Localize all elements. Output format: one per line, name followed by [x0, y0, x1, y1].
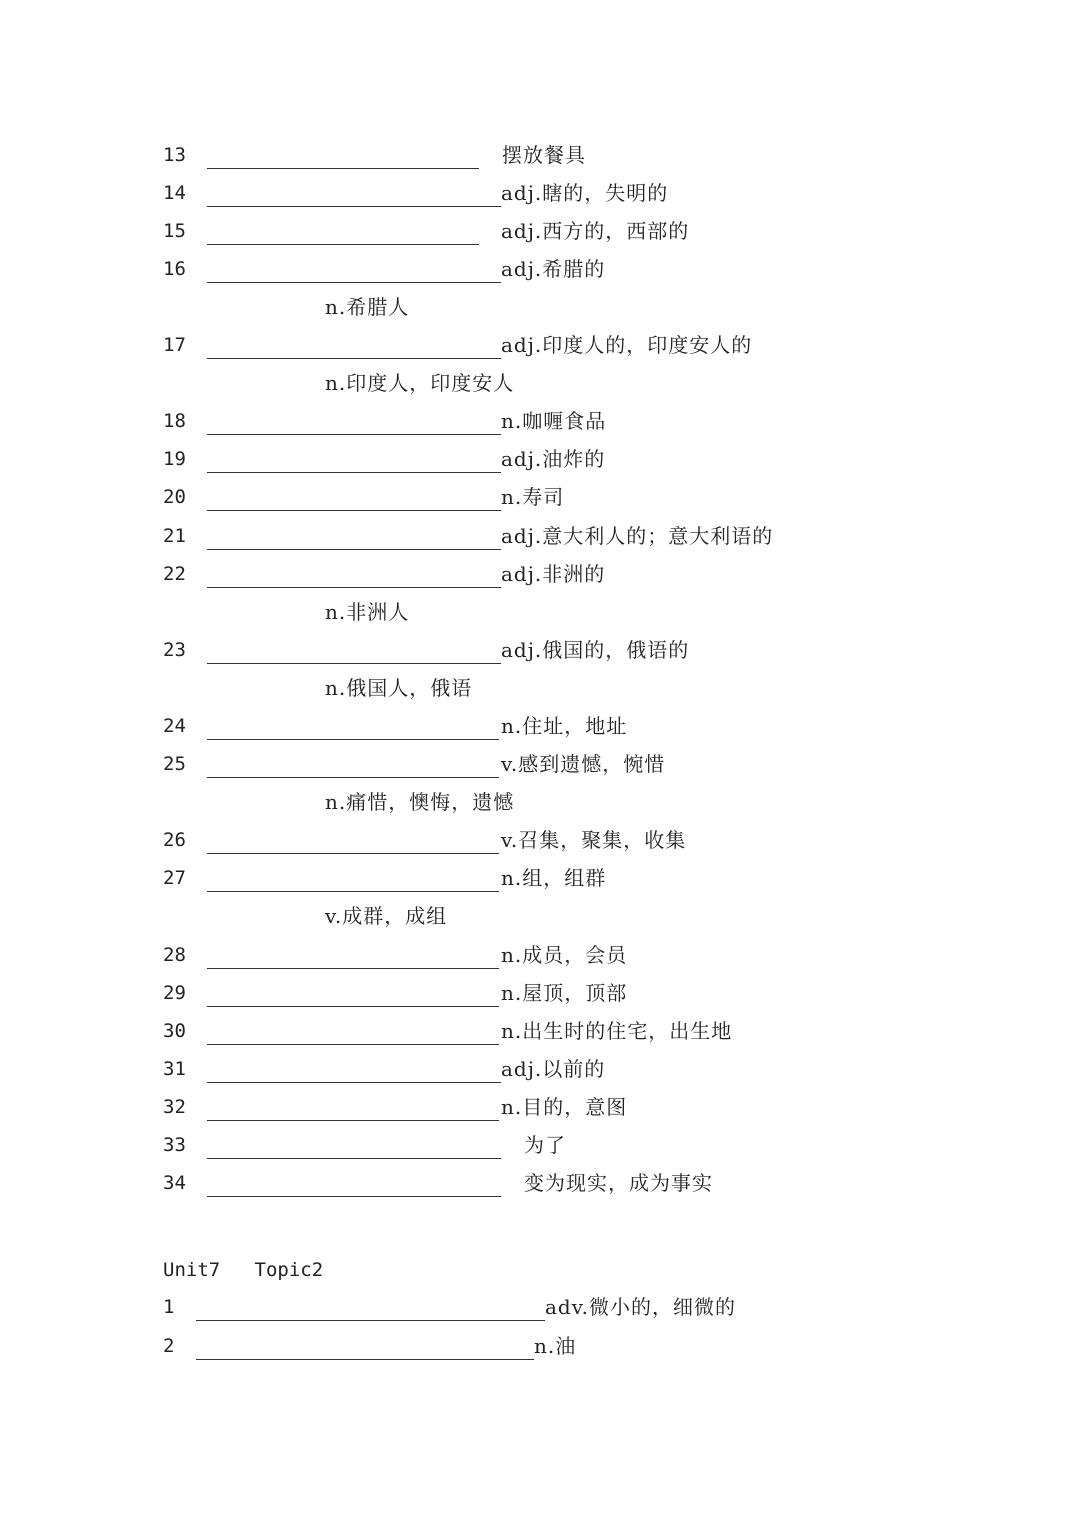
answer-blank[interactable] — [207, 869, 499, 892]
answer-blank[interactable] — [207, 1174, 501, 1197]
item-definition: n.油 — [534, 1334, 577, 1358]
answer-blank[interactable] — [207, 260, 501, 283]
item-number: 1 — [163, 1296, 175, 1318]
item-number: 21 — [163, 525, 186, 547]
item-number: 16 — [163, 258, 186, 280]
answer-blank[interactable] — [207, 717, 499, 740]
item-number: 2 — [163, 1335, 175, 1357]
item-definition: 为了 — [524, 1133, 566, 1157]
item-definition: adj.非洲的 — [501, 562, 606, 586]
item-definition: 变为现实，成为事实 — [524, 1171, 713, 1195]
item-definition: adj.意大利人的；意大利语的 — [501, 524, 774, 548]
answer-blank[interactable] — [207, 184, 501, 207]
item-number: 22 — [163, 563, 186, 585]
answer-blank[interactable] — [207, 1098, 499, 1121]
item-number: 31 — [163, 1058, 186, 1080]
answer-blank[interactable] — [207, 831, 499, 854]
item-number: 19 — [163, 448, 186, 470]
item-sub-definition: n.印度人，印度安人 — [325, 371, 515, 395]
item-definition: n.组，组群 — [501, 866, 607, 890]
item-definition: adj.希腊的 — [501, 257, 606, 281]
item-number: 18 — [163, 410, 186, 432]
item-number: 24 — [163, 715, 186, 737]
item-definition: v.召集，聚集，收集 — [501, 828, 687, 852]
answer-blank[interactable] — [207, 336, 501, 359]
item-number: 26 — [163, 829, 186, 851]
item-definition: adv.微小的，细微的 — [545, 1295, 737, 1319]
item-number: 27 — [163, 867, 186, 889]
item-sub-definition: n.非洲人 — [325, 600, 410, 624]
item-definition: v.感到遗憾，惋惜 — [501, 752, 666, 776]
item-definition: adj.以前的 — [501, 1057, 606, 1081]
answer-blank[interactable] — [207, 222, 479, 245]
item-sub-definition: n.希腊人 — [325, 295, 410, 319]
item-number: 15 — [163, 220, 186, 242]
answer-blank[interactable] — [196, 1337, 534, 1360]
answer-blank[interactable] — [207, 1022, 499, 1045]
item-number: 28 — [163, 944, 186, 966]
answer-blank[interactable] — [207, 755, 499, 778]
item-definition: adj.油炸的 — [501, 447, 606, 471]
answer-blank[interactable] — [196, 1298, 545, 1321]
answer-blank[interactable] — [207, 984, 499, 1007]
answer-blank[interactable] — [207, 641, 501, 664]
item-number: 20 — [163, 486, 186, 508]
item-definition: n.目的，意图 — [501, 1095, 628, 1119]
item-number: 29 — [163, 982, 186, 1004]
item-definition: n.住址，地址 — [501, 714, 628, 738]
item-definition: adj.西方的，西部的 — [501, 219, 690, 243]
item-number: 17 — [163, 334, 186, 356]
item-definition: n.成员，会员 — [501, 943, 628, 967]
item-number: 14 — [163, 182, 186, 204]
answer-blank[interactable] — [207, 527, 501, 550]
answer-blank[interactable] — [207, 450, 501, 473]
item-number: 30 — [163, 1020, 186, 1042]
item-number: 33 — [163, 1134, 186, 1156]
item-definition: n.咖喱食品 — [501, 409, 607, 433]
answer-blank[interactable] — [207, 488, 501, 511]
answer-blank[interactable] — [207, 412, 501, 435]
item-definition: 摆放餐具 — [502, 143, 586, 167]
item-definition: n.寿司 — [501, 485, 565, 509]
answer-blank[interactable] — [207, 946, 499, 969]
answer-blank[interactable] — [207, 1060, 501, 1083]
item-definition: adj.印度人的，印度安人的 — [501, 333, 753, 357]
item-definition: n.屋顶，顶部 — [501, 981, 628, 1005]
section-heading: Unit7 Topic2 — [163, 1259, 324, 1281]
item-number: 23 — [163, 639, 186, 661]
item-definition: adj.俄国的，俄语的 — [501, 638, 690, 662]
answer-blank[interactable] — [207, 146, 479, 169]
item-sub-definition: n.痛惜，懊悔，遗憾 — [325, 790, 515, 814]
item-number: 32 — [163, 1096, 186, 1118]
answer-blank[interactable] — [207, 565, 501, 588]
answer-blank[interactable] — [207, 1136, 501, 1159]
item-definition: n.出生时的住宅，出生地 — [501, 1019, 733, 1043]
item-number: 25 — [163, 753, 186, 775]
item-sub-definition: n.俄国人，俄语 — [325, 676, 473, 700]
item-number: 13 — [163, 144, 186, 166]
item-sub-definition: v.成群，成组 — [325, 904, 448, 928]
item-number: 34 — [163, 1172, 186, 1194]
item-definition: adj.瞎的，失明的 — [501, 181, 669, 205]
